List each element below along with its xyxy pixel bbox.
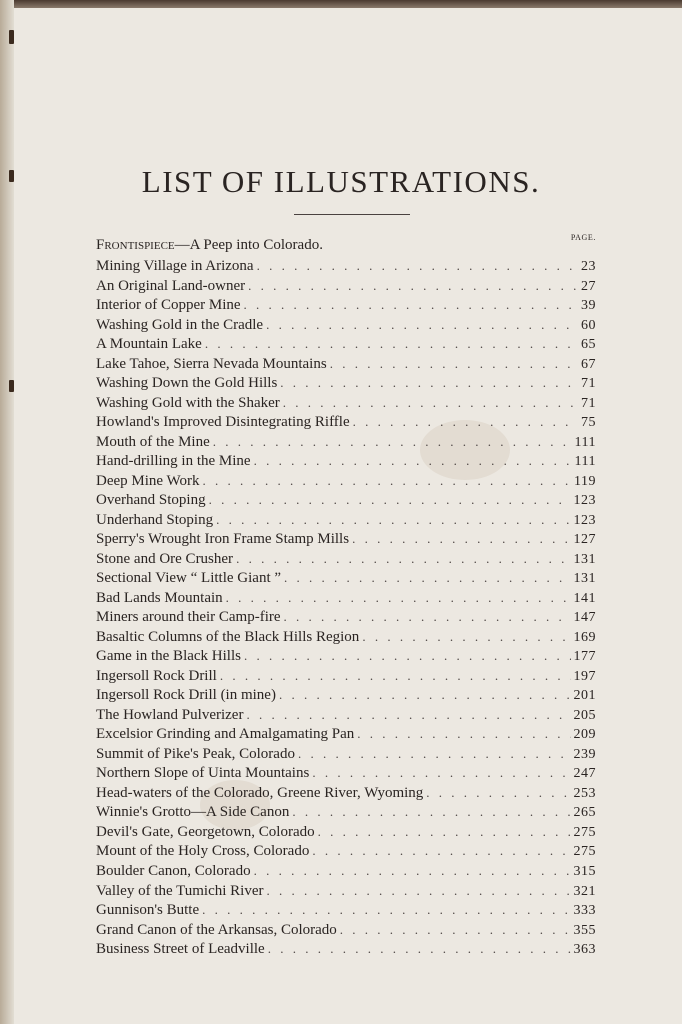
- dot-leader: [318, 822, 571, 842]
- dot-leader: [357, 724, 570, 744]
- illustration-entry: [96, 334, 596, 354]
- page-column-header: PAGE.: [570, 233, 596, 242]
- page-number: 71: [581, 376, 596, 392]
- illustration-entry: [96, 861, 596, 881]
- dot-leader: [213, 432, 572, 452]
- page-number: 123: [573, 512, 596, 528]
- page-number: 60: [581, 317, 596, 333]
- illustration-entry: [96, 627, 596, 647]
- page-number: 201: [573, 688, 596, 704]
- illustration-title: Sperry's Wrought Iron Frame Stamp Mills: [96, 531, 350, 548]
- page-number: 119: [574, 473, 596, 489]
- dot-leader: [340, 920, 571, 940]
- dot-leader: [352, 529, 570, 549]
- dot-leader: [205, 334, 578, 354]
- page-number: 333: [573, 903, 596, 919]
- dot-leader: [203, 471, 572, 491]
- page-number: 209: [573, 727, 596, 743]
- dot-leader: [267, 881, 571, 901]
- illustration-title: Valley of the Tumichi River: [96, 882, 264, 899]
- illustration-title: Mining Village in Arizona: [96, 258, 254, 274]
- page-number: 111: [574, 434, 596, 450]
- illustration-title: Game in the Black Hills: [96, 648, 241, 665]
- illustration-title: Mouth of the Mine: [96, 433, 210, 450]
- page-number: 177: [573, 649, 596, 665]
- page-number: 247: [573, 766, 596, 782]
- illustration-title: Stone and Ore Crusher: [96, 550, 234, 567]
- illustration-title: Northern Slope of Uinta Mountains: [96, 765, 310, 782]
- illustration-entry: [96, 256, 596, 276]
- illustration-title: Washing Down the Gold Hills: [96, 375, 278, 392]
- illustration-title: Underhand Stoping: [96, 511, 214, 528]
- dot-leader: [248, 276, 578, 296]
- frontispiece-caption: —A Peep into Colorado.: [174, 237, 323, 253]
- illustration-title: Interior of Copper Mine: [96, 297, 241, 314]
- page-title: LIST OF ILLUSTRATIONS.: [141, 164, 541, 199]
- binding-thread: [9, 380, 14, 392]
- illustration-entry: [96, 373, 596, 393]
- illustration-title: Hand-drilling in the Mine: [96, 453, 251, 470]
- illustration-title: An Original Land-owner: [96, 277, 246, 294]
- page-number: 67: [581, 356, 596, 372]
- dot-leader: [292, 802, 570, 822]
- dot-leader: [236, 549, 570, 569]
- dot-leader: [202, 900, 570, 920]
- dot-leader: [254, 451, 572, 471]
- illustration-title: Washing Gold in the Cradle: [96, 316, 264, 333]
- page-number: 265: [573, 805, 596, 821]
- illustration-entry: [96, 432, 596, 452]
- page-number: 23: [581, 259, 596, 274]
- dot-leader: [330, 354, 578, 374]
- illustration-entry: [96, 822, 596, 842]
- illustration-title: Gunnison's Butte: [96, 902, 200, 919]
- page-number: 75: [581, 415, 596, 431]
- page-number: 363: [573, 942, 596, 958]
- dot-leader: [426, 783, 570, 803]
- illustration-entry: [96, 315, 596, 335]
- dot-leader: [284, 568, 570, 588]
- page-number: 147: [573, 610, 596, 626]
- illustration-entry: [96, 471, 596, 491]
- dot-leader: [220, 666, 571, 686]
- illustration-entry: [96, 920, 596, 940]
- page-top-edge: [0, 0, 682, 8]
- illustration-entry: [96, 588, 596, 608]
- illustration-title: The Howland Pulverizer: [96, 706, 244, 723]
- illustration-entry: [96, 705, 596, 725]
- illustration-entry: [96, 841, 596, 861]
- dot-leader: [284, 607, 571, 627]
- illustration-title: Deep Mine Work: [96, 472, 200, 489]
- page-number: 169: [573, 629, 596, 645]
- illustration-title: Excelsior Grinding and Amalgamating Pan: [96, 726, 355, 743]
- illustration-title: Basaltic Columns of the Black Hills Region: [96, 628, 360, 645]
- dot-leader: [209, 490, 571, 510]
- illustration-title: Winnie's Grotto—A Side Canon: [96, 804, 290, 821]
- dot-leader: [280, 373, 578, 393]
- dot-leader: [244, 295, 578, 315]
- illustration-entry: [96, 295, 596, 315]
- illustration-title: Summit of Pike's Peak, Colorado: [96, 745, 295, 762]
- dot-leader: [283, 393, 578, 413]
- binding-thread: [9, 30, 14, 44]
- illustration-entry: [96, 881, 596, 901]
- dot-leader: [298, 744, 571, 764]
- dot-leader: [353, 412, 578, 432]
- dot-leader: [266, 315, 578, 335]
- page-number: 65: [581, 337, 596, 353]
- illustration-title: Overhand Stoping: [96, 492, 206, 509]
- page-number: 27: [581, 278, 596, 294]
- page-number: 131: [573, 571, 596, 587]
- illustration-entry: [96, 783, 596, 803]
- page-number: 197: [573, 668, 596, 684]
- illustration-entry: [96, 802, 596, 822]
- illustration-title: Lake Tahoe, Sierra Nevada Mountains: [96, 355, 327, 372]
- illustration-entry: [96, 354, 596, 374]
- page-number: 205: [573, 707, 596, 723]
- illustration-entry: [96, 724, 596, 744]
- frontispiece-label: Frontispiece: [96, 237, 175, 253]
- page-number: 39: [581, 298, 596, 314]
- illustration-title: Ingersoll Rock Drill: [96, 667, 217, 684]
- illustration-title: Bad Lands Mountain: [96, 589, 223, 606]
- dot-leader: [246, 705, 570, 725]
- illustration-title: Howland's Improved Disintegrating Riffle: [96, 414, 350, 431]
- page-number: 127: [573, 532, 596, 548]
- page-number: 355: [573, 922, 596, 938]
- illustration-entry: [96, 490, 596, 510]
- illustration-title: Ingersoll Rock Drill (in mine): [96, 687, 276, 704]
- illustration-title: Grand Canon of the Arkansas, Colorado: [96, 921, 337, 938]
- illustration-entry: [96, 666, 596, 686]
- dot-leader: [257, 256, 578, 276]
- page-number: 315: [573, 863, 596, 879]
- page-number: 321: [573, 883, 596, 899]
- illustration-entry: [96, 393, 596, 413]
- dot-leader: [362, 627, 570, 647]
- illustration-entry: [96, 529, 596, 549]
- page-number: 275: [573, 824, 596, 840]
- illustration-title: Devil's Gate, Georgetown, Colorado: [96, 823, 315, 840]
- illustration-entry: [96, 568, 596, 588]
- dot-leader: [226, 588, 571, 608]
- illustration-title: Washing Gold with the Shaker: [96, 394, 280, 411]
- frontispiece-entry: [96, 237, 323, 254]
- illustration-entry: [96, 549, 596, 569]
- illustration-list: [96, 256, 596, 959]
- illustration-title: Business Street of Leadville: [96, 941, 265, 958]
- dot-leader: [312, 841, 570, 861]
- dot-leader: [216, 510, 570, 530]
- illustration-entry: [96, 685, 596, 705]
- illustration-entry: [96, 763, 596, 783]
- illustration-entry: [96, 646, 596, 666]
- illustration-entry: [96, 510, 596, 530]
- page-number: 253: [573, 785, 596, 801]
- dot-leader: [312, 763, 570, 783]
- illustration-title: Head-waters of the Colorado, Greene River, Wyoming: [96, 784, 424, 801]
- illustration-entry: [96, 276, 596, 296]
- illustration-entry: [96, 744, 596, 764]
- dot-leader: [254, 861, 571, 881]
- illustration-title: Miners around their Camp-fire: [96, 609, 281, 626]
- illustration-entry: [96, 412, 596, 432]
- page-number: 131: [573, 551, 596, 567]
- illustration-title: Boulder Canon, Colorado: [96, 862, 251, 879]
- page-number: 111: [574, 454, 596, 470]
- illustration-entry: [96, 900, 596, 920]
- title-rule: [294, 214, 410, 215]
- page-number: 71: [581, 395, 596, 411]
- dot-leader: [279, 685, 571, 705]
- illustration-entry: [96, 451, 596, 471]
- illustration-entry: [96, 607, 596, 627]
- illustration-title: A Mountain Lake: [96, 336, 202, 353]
- page-number: 239: [573, 746, 596, 762]
- page-number: 123: [573, 493, 596, 509]
- book-gutter: [0, 0, 14, 1024]
- page-number: 275: [573, 844, 596, 860]
- page-number: 141: [573, 590, 596, 606]
- illustration-entry: [96, 939, 596, 959]
- illustration-title: Sectional View “ Little Giant ”: [96, 570, 282, 587]
- illustration-title: Mount of the Holy Cross, Colorado: [96, 843, 310, 860]
- dot-leader: [244, 646, 571, 666]
- dot-leader: [268, 939, 571, 959]
